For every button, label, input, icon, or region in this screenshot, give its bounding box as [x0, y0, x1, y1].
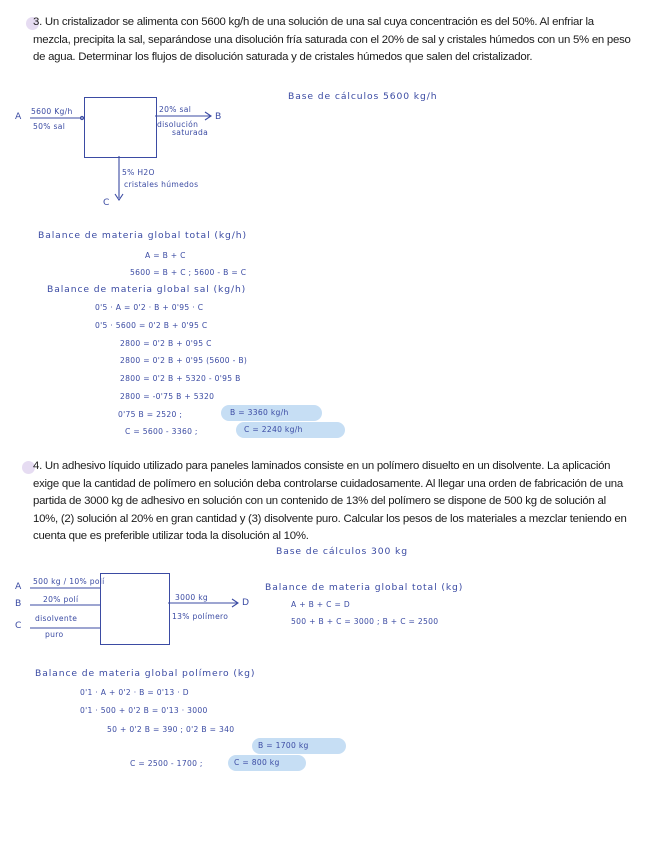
problem-3-text: Un cristalizador se alimenta con 5600 kg/h de una solución de una sal cuya concentración es del 50%. Al enfriar la mezcla, precipita la sal, separándose una disolución fría saturada con el 20% de sal y cristales húmedos con un 5% en peso de agua. Determinar los flujos de disolución saturada y de cristales húmedos que salen del cristalizador.	[33, 16, 631, 64]
equation-3-g1: A = B + C	[145, 251, 186, 260]
stream-c-desc: cristales húmedos	[124, 180, 199, 189]
equation-3-s5: 2800 = 0'2 B + 5320 - 0'95 B	[120, 374, 241, 383]
base-calculation-2: Base de cálculos 300 kg	[276, 546, 408, 557]
problem-4-number: 4.	[33, 460, 42, 472]
stream-a-label: A	[15, 111, 23, 122]
stream-c2-desc-1: disolvente	[35, 614, 78, 623]
stream-a-flow: 5600 Kg/h	[31, 107, 73, 116]
equation-4-p1: 0'1 · A + 0'2 · B = 0'13 · D	[80, 688, 189, 697]
equation-4-p3: 50 + 0'2 B = 390 ; 0'2 B = 340	[107, 725, 235, 734]
mixer-box	[100, 573, 170, 645]
stream-b2-desc: 20% polí	[43, 595, 79, 604]
stream-b-desc-2: saturada	[172, 128, 209, 137]
stream-a-composition: 50% sal	[33, 122, 66, 131]
stream-c2-label: C	[15, 620, 23, 631]
equation-3-s4: 2800 = 0'2 B + 0'95 (5600 - B)	[120, 356, 248, 365]
problem-4-statement	[33, 458, 633, 546]
stream-c-label: C	[103, 197, 111, 208]
crystallizer-box	[84, 97, 157, 158]
equation-3-s3: 2800 = 0'2 B + 0'95 C	[120, 339, 212, 348]
stream-a2-desc: 500 kg / 10% polí	[33, 577, 105, 586]
global-balance-title-4: Balance de materia global total (kg)	[265, 582, 464, 593]
result-b-3: B = 3360 kg/h	[230, 408, 289, 417]
result-c-4: C = 800 kg	[234, 758, 280, 767]
stream-d-composition: 13% polímero	[172, 612, 229, 621]
equation-4-g2: 500 + B + C = 3000 ; B + C = 2500	[291, 617, 439, 626]
problem-4-text: Un adhesivo líquido utilizado para paneles laminados consiste en un polímero disuelto en un disolvente. La aplicación exige que la cantidad de polímero en solución deba controlarse cuidadosamente. Al llegar una orden de fabricación de una partida de 3000 kg de adhesivo en solución con un contenido de 13% del polímero se dispone de 500 kg de solución al 10%, (2) solución al 20% en gran cantidad y (3) disolvente puro. Calcular los pesos de los materiales a mezclar teniendo en cuenta que es preferible utilizar toda la disolución al 10%.	[33, 460, 627, 543]
equation-3-s8: C = 5600 - 3360 ;	[125, 427, 198, 436]
global-balance-title-3: Balance de materia global total (kg/h)	[38, 230, 247, 241]
stream-d-label: D	[242, 597, 250, 608]
result-b-4: B = 1700 kg	[258, 741, 309, 750]
equation-3-s2: 0'5 · 5600 = 0'2 B + 0'95 C	[95, 321, 208, 330]
stream-d-flow: 3000 kg	[175, 593, 209, 602]
polymer-balance-title: Balance de materia global polímero (kg)	[35, 668, 256, 679]
stream-b-desc-1: disolución	[157, 120, 199, 129]
problem-3-number: 3.	[33, 16, 42, 28]
equation-3-s6: 2800 = -0'75 B + 5320	[120, 392, 215, 401]
base-calculation-1: Base de cálculos 5600 kg/h	[288, 91, 438, 102]
salt-balance-title: Balance de materia global sal (kg/h)	[47, 284, 247, 295]
result-c-3: C = 2240 kg/h	[244, 425, 303, 434]
equation-4-p4: C = 2500 - 1700 ;	[130, 759, 203, 768]
stream-b2-label: B	[15, 598, 23, 609]
stream-c-water: 5% H2O	[122, 168, 155, 177]
stream-c2-desc-2: puro	[45, 630, 64, 639]
equation-4-g1: A + B + C = D	[291, 600, 351, 609]
equation-3-g2: 5600 = B + C ; 5600 - B = C	[130, 268, 247, 277]
equation-4-p2: 0'1 · 500 + 0'2 B = 0'13 · 3000	[80, 706, 208, 715]
stream-b-composition: 20% sal	[159, 105, 192, 114]
equation-3-s7: 0'75 B = 2520 ;	[118, 410, 183, 419]
equation-3-s1: 0'5 · A = 0'2 · B + 0'95 · C	[95, 303, 204, 312]
stream-b-label: B	[215, 111, 223, 122]
stream-a2-label: A	[15, 581, 23, 592]
